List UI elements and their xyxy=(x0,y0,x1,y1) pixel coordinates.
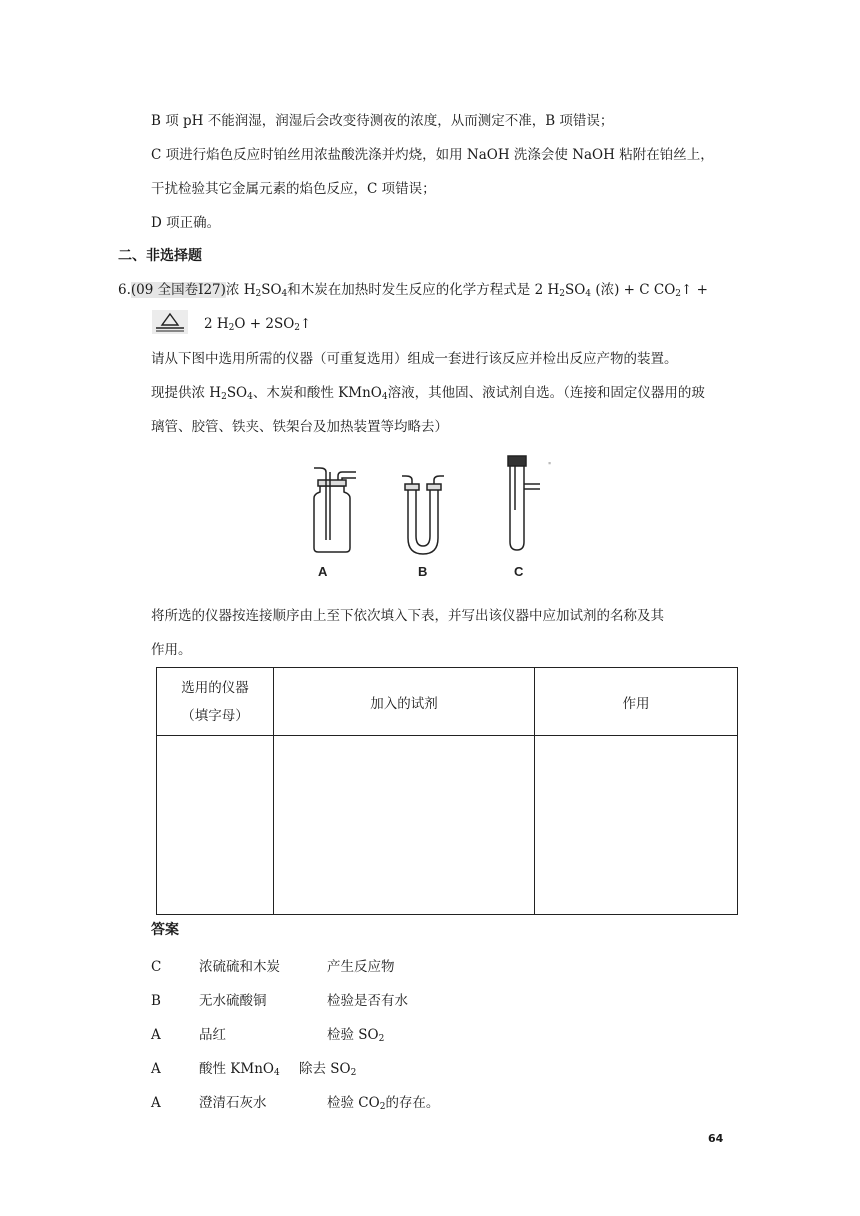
faint-mark: ▪ xyxy=(548,458,552,468)
section-title: 二、非选择题 xyxy=(118,248,202,264)
answer-purpose-text: 除去 SO xyxy=(299,1061,351,1077)
answer-purpose-tail: 的存在。 xyxy=(385,1095,440,1111)
side-arm-tube-icon xyxy=(508,456,540,550)
subscript: 4 xyxy=(585,289,592,299)
heating-symbol-icon xyxy=(152,310,188,334)
header-reagent: 加入的试剂 xyxy=(274,668,535,736)
table-header-row xyxy=(157,668,738,736)
header-device-line1: 选用的仪器 xyxy=(181,679,249,696)
answer-reagent-text: 酸性 KMnO xyxy=(199,1061,274,1077)
header-device xyxy=(157,668,274,736)
answer-purpose-text: 检验 SO xyxy=(327,1027,379,1043)
answer-reagent xyxy=(199,1059,280,1079)
subscript: 2 xyxy=(294,323,300,333)
question-source: (09 全国卷Ⅰ27) xyxy=(130,282,226,298)
answer-reagent: 品红 xyxy=(199,1027,226,1043)
eq-text: 2 H xyxy=(204,316,229,332)
figure-label-c: C xyxy=(514,564,524,579)
subscript: 2 xyxy=(255,289,262,299)
answer-purpose xyxy=(327,1093,439,1113)
u-tube-icon xyxy=(402,476,444,554)
blank-cell[interactable] xyxy=(157,736,274,915)
eq-text: (浓) + C CO xyxy=(595,282,676,298)
header-device-line2: （填字母） xyxy=(181,707,249,724)
analysis-d: D 项正确。 xyxy=(151,215,221,231)
subscript: 2 xyxy=(350,1068,357,1078)
instruction-line2 xyxy=(151,383,705,403)
subscript: 2 xyxy=(221,392,227,402)
figure-label-b: B xyxy=(418,564,428,579)
gas-washing-bottle-icon xyxy=(314,468,356,552)
subscript: 4 xyxy=(281,289,288,299)
answer-purpose: 检验是否有水 xyxy=(327,993,408,1009)
answer-purpose-text: 检验 CO xyxy=(327,1095,380,1111)
eq-text: 浓 H xyxy=(225,282,256,298)
answer-table xyxy=(156,667,738,915)
table-blank-row xyxy=(157,736,738,915)
subscript: 2 xyxy=(228,323,235,333)
answer-title: 答案 xyxy=(151,922,179,938)
answer-purpose xyxy=(327,1025,384,1045)
question-equation-line1 xyxy=(118,280,708,300)
answer-purpose xyxy=(299,1059,356,1079)
page-number: 64 xyxy=(708,1132,724,1145)
blank-cell[interactable] xyxy=(274,736,535,915)
instruction-line3: 璃管、胶管、铁夹、铁架台及加热装置等均略去） xyxy=(151,419,448,435)
eq-text: SO xyxy=(261,282,282,298)
answer-device: A xyxy=(151,1061,161,1077)
subscript: 2 xyxy=(378,1034,385,1044)
eq-text: ↑ + xyxy=(681,282,708,298)
table-instruction-line1: 将所选的仪器按连接顺序由上至下依次填入下表，并写出该仪器中应加试剂的名称及其 xyxy=(151,608,664,624)
answer-device: C xyxy=(151,959,162,975)
answer-device: A xyxy=(151,1095,161,1111)
analysis-c-line1: C 项进行焰色反应时铂丝用浓盐酸洗涤并灼烧，如用 NaOH 洗涤会使 NaOH 粘附在铂丝上， xyxy=(151,147,714,163)
eq-text: 和木炭在加热时发生反应的化学方程式是 2 H xyxy=(287,282,560,298)
subscript: 2 xyxy=(675,289,682,299)
question-number: 6. xyxy=(118,282,131,298)
instr-text: 溶液，其他固、液试剂自选。（连接和固定仪器用的玻 xyxy=(387,385,705,401)
analysis-b: B 项 pH 不能润湿，润湿后会改变待测夜的浓度，从而测定不准，B 项错误； xyxy=(151,113,614,129)
subscript: 2 xyxy=(379,1102,386,1112)
analysis-c-line2: 干扰检验其它金属元素的焰色反应，C 项错误； xyxy=(151,181,436,197)
question-equation-line2 xyxy=(204,314,311,334)
answer-reagent: 浓硫硫和木炭 xyxy=(199,959,280,975)
table-instruction-line2: 作用。 xyxy=(151,642,192,658)
instruction-line1: 请从下图中选用所需的仪器（可重复选用）组成一套进行该反应并检出反应产物的装置。 xyxy=(151,351,678,367)
answer-purpose: 产生反应物 xyxy=(327,959,395,975)
subscript: 2 xyxy=(559,289,565,299)
eq-text: O + 2SO xyxy=(234,316,295,332)
eq-text: SO xyxy=(564,282,586,298)
instr-text: SO xyxy=(226,385,248,401)
subscript: 4 xyxy=(273,1068,280,1078)
eq-text: ↑ xyxy=(300,316,312,332)
answer-reagent: 澄清石灰水 xyxy=(199,1095,267,1111)
blank-cell[interactable] xyxy=(535,736,738,915)
apparatus-figure xyxy=(290,450,580,590)
subscript: 4 xyxy=(247,392,253,402)
instr-text: 、木炭和酸性 KMnO xyxy=(252,385,382,401)
answer-reagent: 无水硫酸铜 xyxy=(199,993,267,1009)
answer-device: B xyxy=(151,993,161,1009)
answer-device: A xyxy=(151,1027,161,1043)
instr-text: 现提供浓 H xyxy=(151,385,222,401)
subscript: 4 xyxy=(381,392,388,402)
header-purpose: 作用 xyxy=(535,668,738,736)
figure-label-a: A xyxy=(318,564,328,579)
